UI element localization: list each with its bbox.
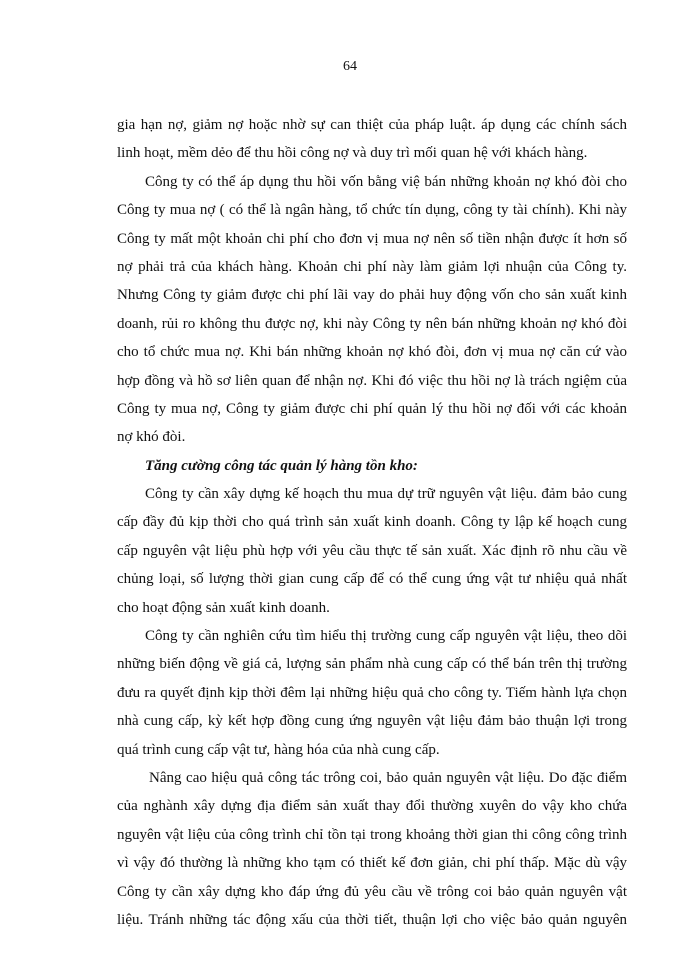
document-body: [117, 111, 627, 934]
text-line: Công ty mua nợ ( có thể là ngân hàng, tổ chức tín dụng, công ty tài chính). Khi này: [117, 202, 627, 219]
text-line: nhà cung cấp, kỳ kết hợp đồng cung ứng nguyên vật liệu đảm bảo thuận lợi trong: [117, 713, 627, 730]
text-line: nợ phải trả của khách hàng. Khoản chi phí này làm giảm lợi nhuận của Công ty.: [117, 258, 627, 275]
text-line: cấp nguyên vật liệu phù hợp với yêu cầu thực tế sản xuất. Xác định rõ nhu cầu về: [117, 542, 627, 559]
text-line: cho hoạt động sản xuất kinh doanh.: [117, 599, 330, 616]
text-line: cho tổ chức mua nợ. Khi bán những khoản nợ khó đòi, đơn vị mua nợ căn cứ vào: [117, 344, 627, 361]
page-number: 64: [343, 59, 357, 74]
text-line: quá trình cung cấp vật tư, hàng hóa của nhà cung cấp.: [117, 741, 440, 758]
text-line: hợp đồng và hồ sơ liên quan để nhận nợ. Khi đó việc thu hồi nợ là trách ngiệm của: [117, 372, 627, 389]
text-line: những biến động về giá cả, lượng sản phẩm nhà cung cấp có thể bán trên thị trường: [117, 656, 627, 673]
text-line: nguyên vật liệu của công trình chỉ tồn tại trong khoảng thời gian thi công công trình: [117, 826, 627, 843]
text-line: doanh, rủi ro không thu được nợ, khi này Công ty nên bán những khoản nợ khó đòi: [117, 315, 627, 332]
text-line: Nâng cao hiệu quả công tác trông coi, bảo quản nguyên vật liệu. Do đặc điểm: [149, 769, 627, 786]
text-line: Công ty mua nợ, Công ty giảm được chi phí quản lý thu hồi nợ đối với các khoản: [117, 400, 627, 417]
text-line: của nghành xây dựng địa điểm sản xuất thay đổi thường xuyên do vậy kho chứa: [117, 798, 627, 815]
text-line: liệu. Tránh những tác động xấu của thời tiết, thuận lợi cho việc bảo quản nguyên: [117, 911, 627, 928]
text-line: Công ty mất một khoản chi phí cho đơn vị mua nợ nên số tiền nhận được ít hơn số: [117, 230, 627, 247]
text-line: linh hoạt, mềm dẻo để thu hồi công nợ và duy trì mối quan hệ với khách hàng.: [117, 145, 588, 162]
text-line: vì vậy đó thường là những kho tạm có thiết kế đơn giản, chi phí thấp. Mặc dù vậy: [117, 855, 627, 872]
text-line: chủng loại, số lượng thời gian cung cấp để có thể cung ứng vật tư nhiệu quả nhất: [117, 571, 627, 588]
text-line: Công ty cần xây dựng kho đáp ứng đủ yêu cầu về trông coi bảo quản nguyên vật: [117, 883, 627, 900]
text-line: Công ty cần nghiên cứu tìm hiểu thị trường cung cấp nguyên vật liệu, theo dõi: [145, 628, 627, 645]
section-heading: Tăng cường công tác quản lý hàng tồn kho:: [145, 457, 418, 474]
text-line: gia hạn nợ, giảm nợ hoặc nhờ sự can thiệt của pháp luật. áp dụng các chính sách: [117, 117, 627, 133]
text-line: đưu ra quyết định kịp thời đêm lại những hiệu quả cho công ty. Tiếm hành lựa chọn: [117, 684, 627, 701]
text-line: Công ty có thể áp dụng thu hồi vốn bằng việ bán những khoản nợ khó đòi cho: [145, 173, 627, 190]
text-line: Nhưng Công ty giảm được chi phí lãi vay do phải huy động vốn cho sản xuất kinh: [117, 287, 627, 304]
text-line: cấp đầy đủ kịp thời cho quá trình sản xuất kinh doanh. Công ty lập kế hoạch cung: [117, 514, 627, 531]
text-line: nợ khó đòi.: [117, 429, 186, 446]
text-line: Công ty cần xây dựng kế hoạch thu mua dự trữ nguyên vật liệu. đảm bảo cung: [145, 486, 627, 503]
